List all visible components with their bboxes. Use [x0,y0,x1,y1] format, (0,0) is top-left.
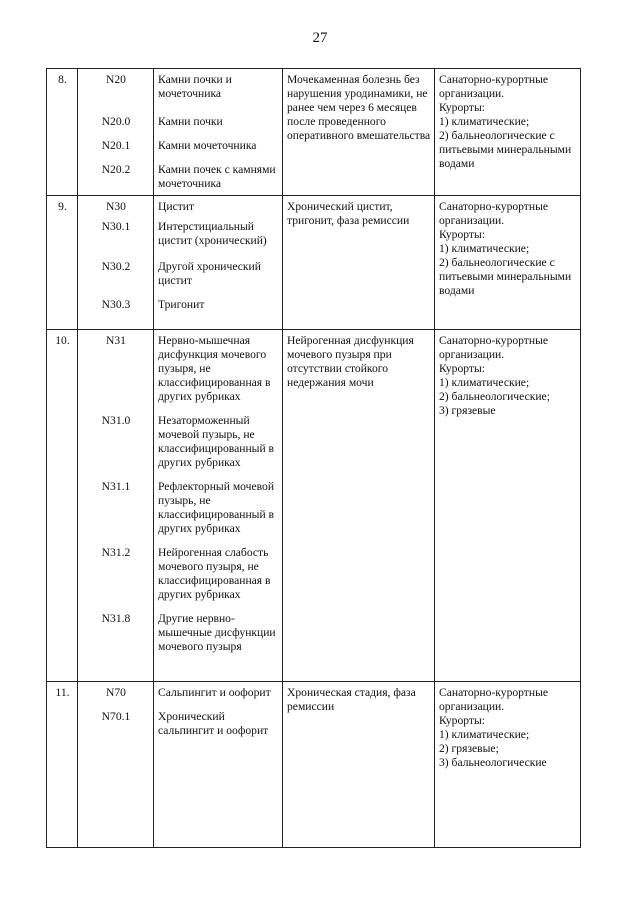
resort-line: 2) бальнеологические с питьевыми минеральными водами [439,256,572,297]
icd-code: N30.1 [101,220,131,233]
diagnosis-name: Тригонит [158,298,205,311]
code-cell [78,69,154,196]
resort-cell [435,330,581,682]
condition-cell: Нейрогенная дисфункция мочевого пузыря при отсутствии стойкого недержания мочи [283,330,435,682]
diagnosis-name: Интерстициальный цистит (хронический) [158,220,267,247]
resort-line: 2) бальнеологические с питьевыми минеральными водами [439,129,572,170]
diagnosis-name: Нейрогенная слабость мочевого пузыря, не классифицированная в других рубриках [158,546,271,601]
resort-cell [435,196,581,330]
icd-code: N70 [106,686,126,699]
icd-code: N31.1 [101,480,131,493]
icd-code: N30.3 [101,298,131,311]
resort-line: 3) бальнеологические [439,756,547,769]
diagnosis-name: Другие нервно-мышечные дисфункции мочевого пузыря [158,612,276,653]
resort-cell [435,682,581,848]
resort-line: 1) климатические; [439,115,530,128]
table-row [47,69,581,196]
page-number: 27 [312,30,328,46]
icd-code: N20 [106,73,126,86]
icd-code: N31.2 [101,546,131,559]
diagnosis-name: Незаторможенный мочевой пузырь, не классифицированный в других рубриках [158,414,275,469]
diagnosis-name: Нервно-мышечная дисфункция мочевого пузыря, не классифицированная в других рубриках [158,334,271,403]
icd-code: N70.1 [101,710,131,723]
resort-line: 1) климатические; [439,242,530,255]
table-row [47,330,581,682]
icd-code: N30.2 [101,260,131,273]
resort-line: Санаторно-курортные организации. [439,73,549,100]
row-number: 10. [47,330,78,682]
table-row [47,682,581,848]
resort-line: 2) бальнеологические; [439,390,550,403]
diagnosis-cell [154,682,283,848]
resort-line: 1) климатические; [439,376,530,389]
icd-code: N31.0 [101,414,131,427]
resort-line: Курорты: [439,714,485,727]
code-cell [78,682,154,848]
row-number: 9. [47,196,78,330]
indications-table [46,68,581,848]
diagnosis-name: Камни почек с камнями мочеточника [158,163,276,190]
icd-code: N30 [106,200,126,213]
table-row [47,196,581,330]
icd-code: N31.8 [101,612,131,625]
diagnosis-name: Камни мочеточника [158,139,257,152]
diagnosis-name: Рефлекторный мочевой пузырь, не классифицированный в других рубриках [158,480,275,535]
diagnosis-cell [154,69,283,196]
diagnosis-name: Хронический сальпингит и оофорит [158,710,269,737]
resort-line: Курорты: [439,101,485,114]
resort-line: Курорты: [439,362,485,375]
resort-line: Санаторно-курортные организации. [439,200,549,227]
icd-code: N20.0 [101,115,131,128]
diagnosis-name: Камни почки и мочеточника [158,73,232,100]
resort-line: 3) грязевые [439,404,496,417]
icd-code: N20.1 [101,139,131,152]
resort-line: Санаторно-курортные организации. [439,334,549,361]
resort-line: Курорты: [439,228,485,241]
resort-line: 2) грязевые; [439,742,499,755]
condition-cell: Мочекаменная болезнь без нарушения уродинамики, не ранее чем через 6 месяцев после проведенного оперативного вмешательства [283,69,435,196]
condition-cell: Хронический цистит, тригонит, фаза ремиссии [283,196,435,330]
diagnosis-name: Сальпингит и оофорит [158,686,271,699]
resort-cell [435,69,581,196]
icd-code: N31 [106,334,126,347]
resort-line: Санаторно-курортные организации. [439,686,549,713]
code-cell [78,330,154,682]
code-cell [78,196,154,330]
resort-line: 1) климатические; [439,728,530,741]
icd-code: N20.2 [101,163,131,176]
diagnosis-cell [154,330,283,682]
diagnosis-name: Другой хронический цистит [158,260,261,287]
condition-cell: Хроническая стадия, фаза ремиссии [283,682,435,848]
row-number: 11. [47,682,78,848]
diagnosis-name: Цистит [158,200,195,213]
row-number: 8. [47,69,78,196]
diagnosis-name: Камни почки [158,115,223,128]
diagnosis-cell [154,196,283,330]
